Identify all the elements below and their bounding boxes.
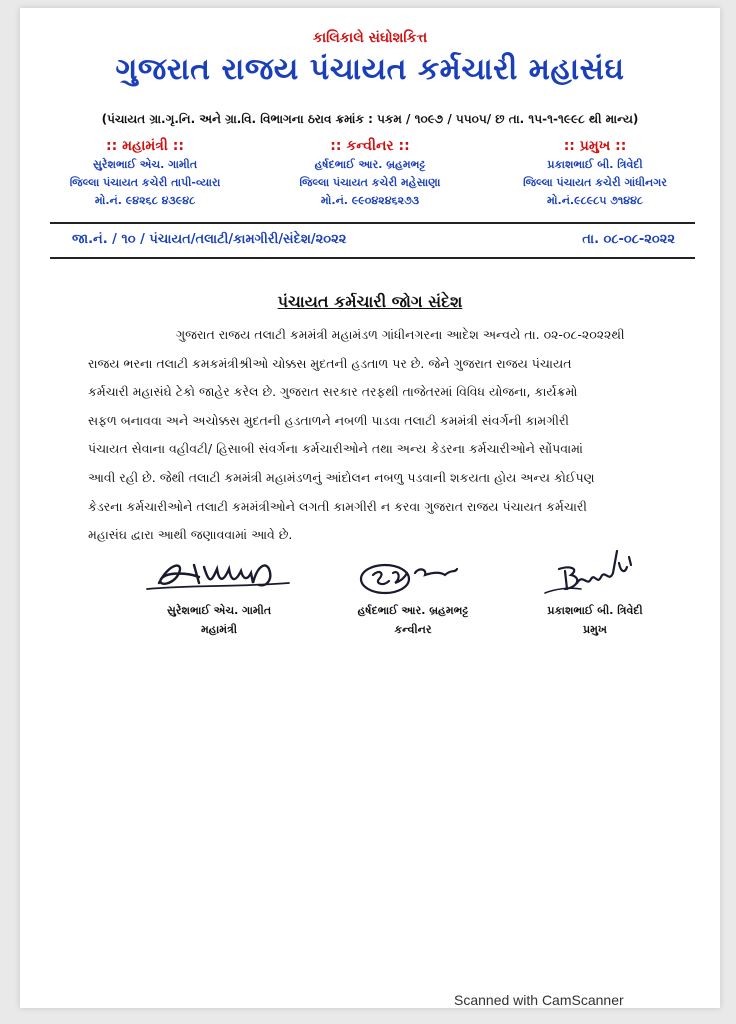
body-line: ગુજરાત રાજય તલાટી કમમંત્રી મહામંડળ ગાંધીનગરના આદેશ અન્વયે તા. ૦૨-૦૮-૨૦૨૨થી [176,327,625,342]
body-line: રાજય ભરના તલાટી કમકમંત્રીશ્રીઓ ચોક્કસ મુદતની હડતાળ પર છે. જેને ગુજરાત રાજય પંચાયત [88,355,572,371]
officer-role: :: મહામંત્રી :: [106,138,184,154]
body-line: પંચાયત સેવાના વહીવટી/ હિસાબી સંવર્ગના કર્મચારીઓને તથા અન્ય કેડરના કર્મચારીઓને સોંપવામાં [88,441,583,457]
officer-office: જિલ્લા પંચાયત કચેરી ગાંધીનગર [523,176,667,189]
officer-mobile: મો.નં. ૯૪૨૬૮ ૪૩૯૪૮ [94,194,196,207]
reference-date: તા. ૦૮-૦૮-૨૦૨૨ [582,232,675,247]
body-line: આવી રહી છે. જેથી તલાટી કમમંત્રી મહામંડળનું આંદોલન નબળુ પડવાની શકયતા હોય અન્ય કોઈપણ [88,469,595,485]
signature-scribble [515,543,675,599]
org-motto: કાલિકાલે સંઘોશકિત્ત [312,30,428,46]
letter-subject: પંચાયત કર્મચારી જોગ સંદેશ [277,292,463,311]
reference-number: જા.નં. / ૧૦ / પંચાયત/તલાટી/કામગીરી/સંદેશ/૨૦૨૨ [72,232,347,247]
org-title: ગુજરાત રાજય પંચાયત કર્મચારી મહાસંઘ [115,52,625,87]
officer-mobile: મો.નં.૯૮૯૮૫ ૭૧૪૪૮ [547,194,643,207]
signatory-name: પ્રકાશભાઈ બી. ત્રિવેદી [547,604,643,617]
body-line: કર્મચારી મહાસંઘે ટેકો જાહેર કરેલ છે. ગુજરાત સરકાર તરફથી તાજેતરમાં વિવિધ યોજના, કાર્યક્રમો [88,384,578,400]
officer-office: જિલ્લા પંચાયત કચેરી તાપી-વ્યારા [69,176,221,189]
reference-row [50,228,695,254]
scanner-watermark: Scanned with CamScanner [454,992,624,1008]
officer-role: :: કન્વીનર :: [330,138,410,154]
signatory-role: પ્રમુખ [583,623,607,636]
officer-mobile: મો.નં. ૯૯૦૪૨૪૬૨૭૩ [320,194,420,207]
signature-president [490,543,700,637]
signature-scribble [139,543,299,599]
signatory-role: કન્વીનર [394,623,432,636]
letter-page [20,8,720,1008]
signature-convener [308,543,518,637]
officer-office: જિલ્લા પંચાયત કચેરી મહેસાણા [299,176,441,189]
signatory-name: હર્ષદભાઈ આર. બ્રહમભટ્ટ [357,604,469,617]
officer-president [480,138,710,208]
divider-top [50,222,695,224]
body-line: સફળ બનાવવા અને અચોક્કસ મુદતની હડતાળને નબળી પાડવા તલાટી કમમંત્રી સંવર્ગની કામગીરી [88,412,569,428]
officer-name: હર્ષદભાઈ આર. બ્રહમભટ્ટ [314,158,426,171]
officer-role: :: પ્રમુખ :: [563,138,627,154]
body-line: મહાસંઘ દ્વારા આથી જણાવવામાં આવે છે. [88,527,293,543]
officer-name: સુરેશભાઈ એચ. ગામીત [92,158,198,171]
officer-convener [255,138,485,208]
letter-body [88,321,660,550]
officer-name: પ્રકાશભાઈ બી. ત્રિવેદી [547,158,643,171]
recognition-line: (પંચાયત ગ્રા.ગૃ.નિ. અને ગ્રા.વિ. વિભાગના ઠરાવ ક્રમાંક : પકમ / ૧૦૯૭ / ૫૫૦૫/ છ તા. ૧૫-૧-૧૯૯૮ થી માન્ય) [101,112,639,126]
signature-general-secretary [114,543,324,637]
body-line: કેડરના કર્મચારીઓને તલાટી કમમંત્રીઓને લગતી કામગીરી ન કરવા ગુજરાત રાજય પંચાયત કર્મચારી [88,498,587,514]
signature-scribble [333,543,493,599]
officer-general-secretary [30,138,260,208]
divider-bottom [50,257,695,259]
signatory-role: મહામંત્રી [201,623,237,636]
signatory-name: સુરેશભાઈ એચ. ગામીત [166,604,272,617]
